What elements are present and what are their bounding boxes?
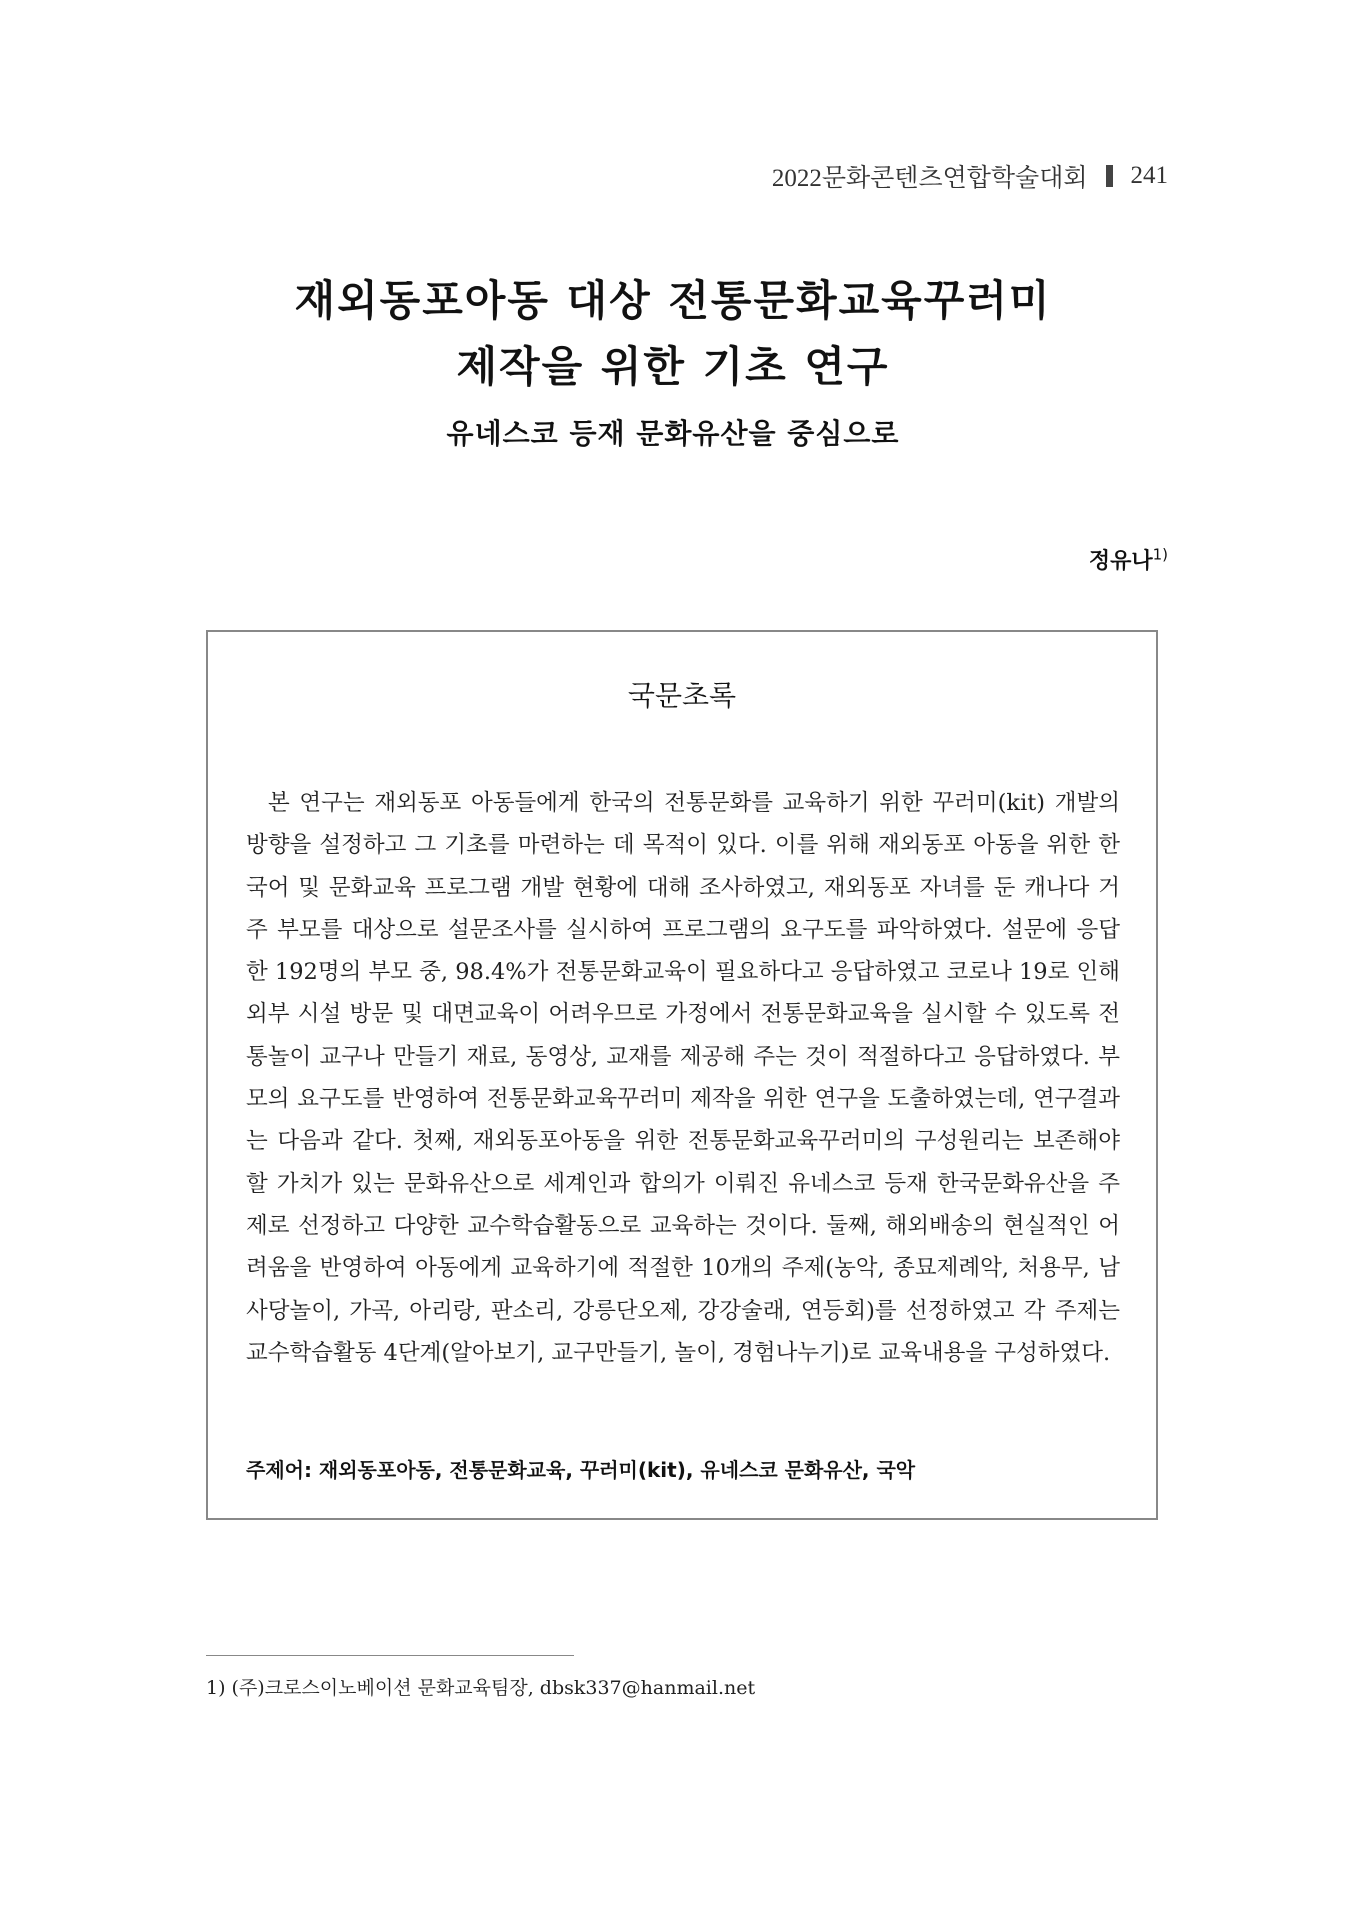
header-separator-bar <box>1106 165 1113 187</box>
footnote-divider <box>206 1655 574 1656</box>
page-number: 241 <box>1130 162 1168 189</box>
running-header <box>772 158 1168 194</box>
paper-title-line-2: 제작을 위한 기초 연구 <box>456 342 890 391</box>
paper-title-line-1: 재외동포아동 대상 전통문화교육꾸러미 <box>294 276 1052 325</box>
abstract-body: 본 연구는 재외동포 아동들에게 한국의 전통문화를 교육하기 위한 꾸러미(kit) 개발의 방향을 설정하고 그 기초를 마련하는 데 목적이 있다. 이를 위해 재외동포 아동을 위한 한국어 및 문화교육 프로그램 개발 현황에 대해 조사하였고, 재외동포 자녀를 둔 캐나다 거주 부모를 대상으로 설문조사를 실시하여 프로그램의 요구도를 파악하였다. 설문에 응답한 192명의 부모 중, 98.4%가 전통문화교육이 필요하다고 응답하였고 코로나 19로 인해 외부 시설 방문 및 대면교육이 어려우므로 가정에서 전통문화교육을 실시할 수 있도록 전통놀이 교구나 만들기 재료, 동영상, 교재를 제공해 주는 것이 적절하다고 응답하였다. 부모의 요구도를 반영하여 전통문화교육꾸러미 제작을 위한 연구을 도출하였는데, 연구결과는 다음과 같다. 첫째, 재외동포아동을 위한 전통문화교육꾸러미의 구성원리는 보존해야할 가치가 있는 문화유산으로 세계인과 합의가 이뤄진 유네스코 등재 한국문화유산을 주제로 선정하고 다양한 교수학습활동으로 교육하는 것이다. 둘째, 해외배송의 현실적인 어려움을 반영하여 아동에게 교육하기에 적절한 10개의 주제(농악, 종묘제례악, 처용무, 남사당놀이, 가곡, 아리랑, 판소리, 강릉단오제, 강강술래, 연등회)를 선정하였고 각 주제는 교수학습활동 4단계(알아보기, 교구만들기, 놀이, 경험나누기)로 교육내용을 구성하였다. <box>246 790 1120 1366</box>
author-footnote-mark: 1) <box>1152 545 1168 564</box>
author-name: 정유나 <box>1088 549 1153 574</box>
abstract-heading: 국문초록 <box>627 679 737 712</box>
keywords: 주제어: 재외동포아동, 전통문화교육, 꾸러미(kit), 유네스코 문화유산, 국악 <box>246 1458 916 1482</box>
author <box>1089 544 1168 575</box>
abstract-box <box>206 630 1158 1520</box>
title-block <box>0 268 1346 452</box>
paper-subtitle: 유네스코 등재 문화유산을 중심으로 <box>446 417 900 450</box>
footnote: 1) (주)크로스이노베이션 문화교육팀장, dbsk337@hanmail.net <box>206 1677 756 1699</box>
conference-name: 2022문화콘텐츠연합학술대회 <box>771 165 1088 192</box>
